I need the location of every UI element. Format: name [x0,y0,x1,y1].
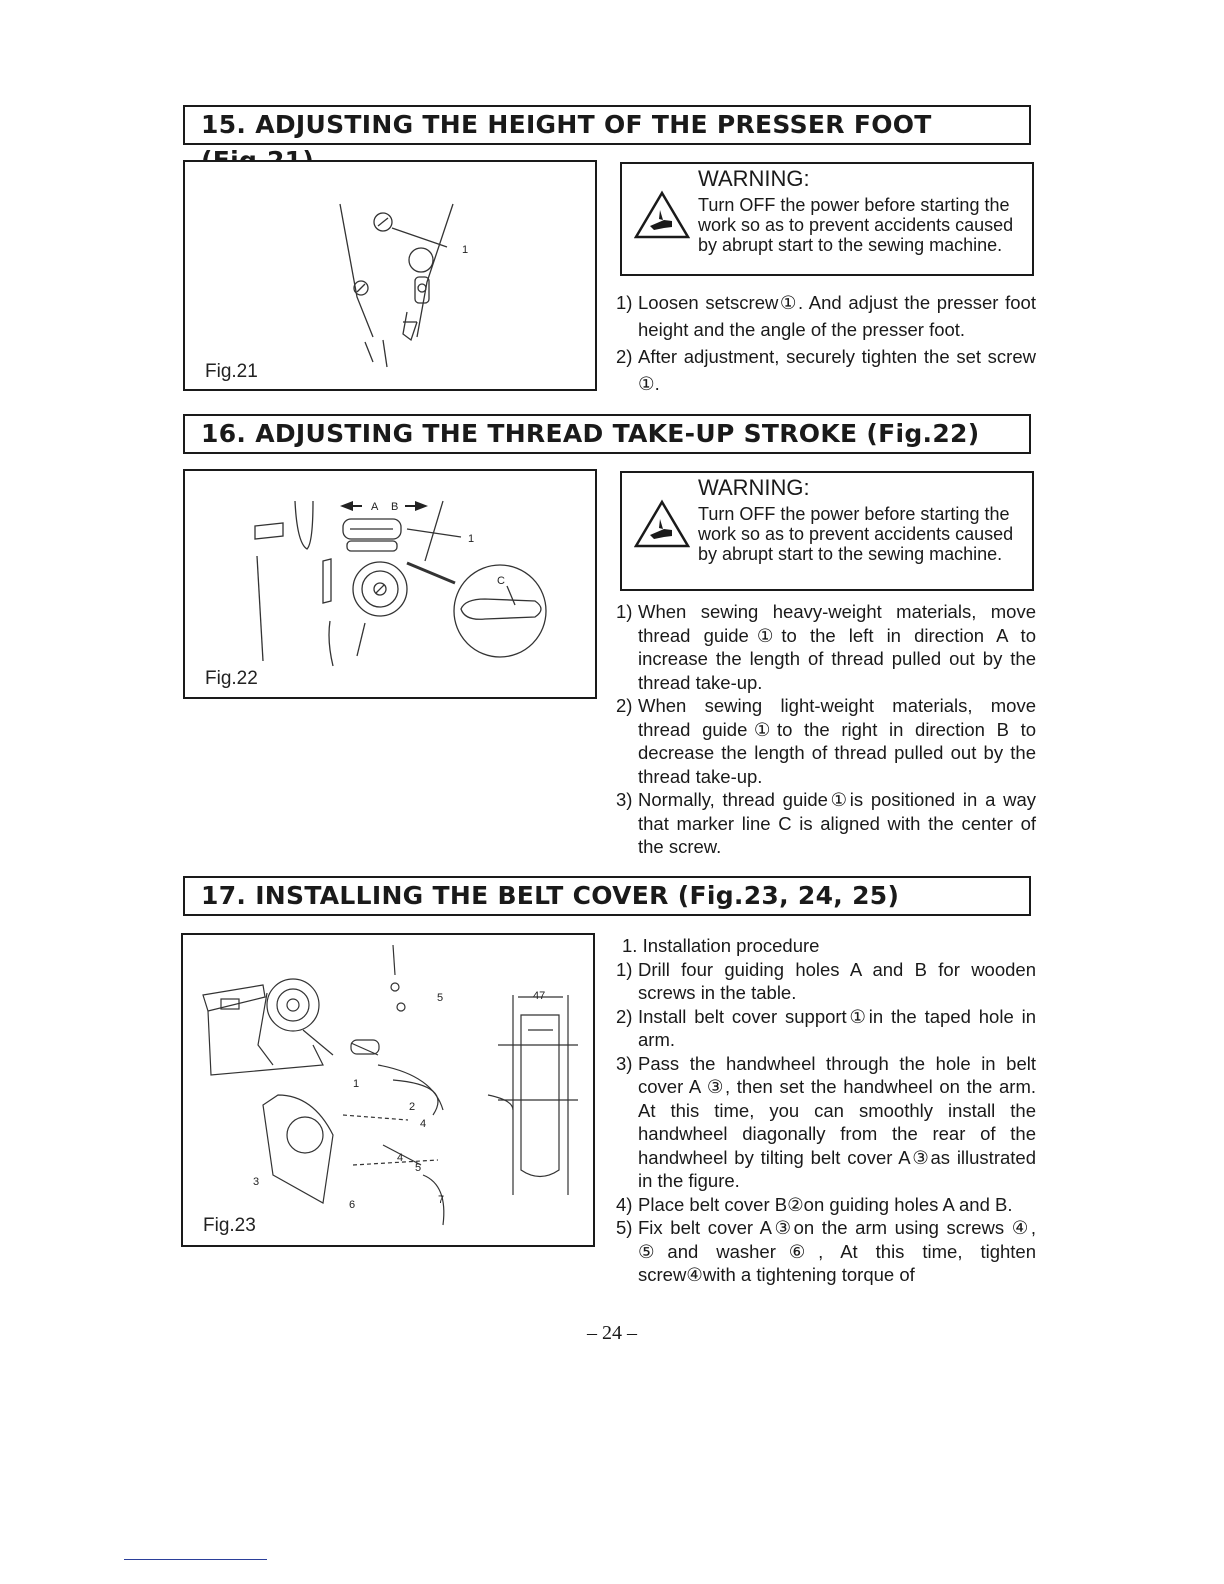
callout-B: B [391,501,399,513]
step-number: 2) [616,346,633,367]
step-number: 1) [616,958,633,980]
warning-title: WARNING: [698,166,810,191]
warning-text: Turn OFF the power before starting the work so as to prevent accidents caused by abrupt start to the sewing machine. [698,195,1014,255]
warning-title: WARNING: [698,475,810,500]
callout-A: A [371,501,379,513]
callout-5b: 5 [415,1162,422,1174]
step-item [616,694,1036,788]
callout-1: 1 [353,1078,360,1090]
step-text: After adjustment, securely tighten the set screw ①. [638,346,1036,394]
step-number: 4) [616,1193,633,1215]
step-item [616,1005,1036,1052]
step-text: Drill four guiding holes A and B for wooden screws in the table. [638,958,1036,1003]
section-15-title: 15. ADJUSTING THE HEIGHT OF THE PRESSER FOOT [183,105,1031,145]
step-item [616,343,1036,397]
step-number: 3) [616,789,633,810]
warning-hand-icon [634,190,690,240]
callout-1: 1 [468,533,475,545]
section-17-title: 17. INSTALLING THE BELT COVER (Fig.23, 24, 25) [183,876,1031,916]
figure-22 [183,469,597,699]
warning-text: Turn OFF the power before starting the work so as to prevent accidents caused by abrupt start to the sewing machine. [698,504,1014,564]
step-number: 5) [616,1217,633,1238]
steps-16 [616,600,1036,859]
step-item [616,289,1036,343]
page-number: – 24 – [587,1322,637,1344]
callout-3: 3 [253,1176,260,1188]
step-text: Fix belt cover A③on the arm using screws ④, ⑤and washer⑥, At this time, tighten screw④with a tightening torque of [638,1217,1036,1285]
step-item [616,788,1036,859]
step-item [616,1193,1036,1217]
step-text: Normally, thread guide①is positioned in a way that marker line C is aligned with the center of the screw. [638,789,1036,857]
section-16-title: 16. ADJUSTING THE THREAD TAKE-UP STROKE (Fig.22) [183,414,1031,454]
step-item [616,1216,1036,1287]
callout-C: C [497,575,505,587]
step-number: 2) [616,1005,633,1027]
callout-7: 7 [438,1194,445,1206]
callout-1: 1 [462,244,469,256]
warning-box-16 [620,471,1034,591]
fig-22-label: Fig.22 [205,668,258,689]
steps-17 [616,934,1036,1287]
step-text: Pass the handwheel through the hole in belt cover A ③, then set the handwheel on the arm. At this time, you can smoothly install the handwheel diagonally from the rear of the handwheel by tilting belt cover A③as illustrated in the figure. [638,1052,1036,1191]
footer-line [124,1559,267,1560]
callout-2: 2 [409,1101,416,1113]
step-text: When sewing light-weight materials, move thread guide①to the right in direction B to decrease the length of thread pulled out by the thread take-up. [638,695,1036,787]
figure-23 [181,933,595,1247]
fig-21-label: Fig.21 [205,361,258,382]
callout-5: 5 [437,992,444,1004]
fig-23-label: Fig.23 [203,1215,256,1236]
steps-15 [616,289,1036,397]
intro-line [616,934,1036,958]
presser-foot-illustration [185,162,599,393]
callout-4: 4 [420,1118,427,1130]
step-number: 2) [616,695,633,716]
callout-4b: 4 [397,1152,404,1164]
step-text: When sewing heavy-weight materials, move thread guide①to the left in direction A to increase the length of thread pulled out by the thread take-up. [638,601,1036,693]
step-text: Loosen setscrew①. And adjust the presser foot height and the angle of the presser foot. [638,292,1036,340]
step-text: Place belt cover B②on guiding holes A and B. [638,1193,1013,1215]
step-item [616,958,1036,1005]
step-number: 3) [616,1052,633,1074]
callout-6: 6 [349,1199,356,1211]
step-text: Install belt cover support①in the taped hole in arm. [638,1005,1036,1050]
thread-take-up-illustration [185,471,599,701]
belt-cover-illustration [183,935,597,1249]
step-item [616,1052,1036,1193]
installation-intro: 1. Installation procedure [622,935,820,956]
figure-21 [183,160,597,391]
step-number: 1) [616,292,633,313]
callout-47: 47 [533,990,546,1002]
step-item [616,600,1036,694]
warning-hand-icon [634,499,690,549]
step-number: 1) [616,601,633,622]
warning-box-15 [620,162,1034,276]
